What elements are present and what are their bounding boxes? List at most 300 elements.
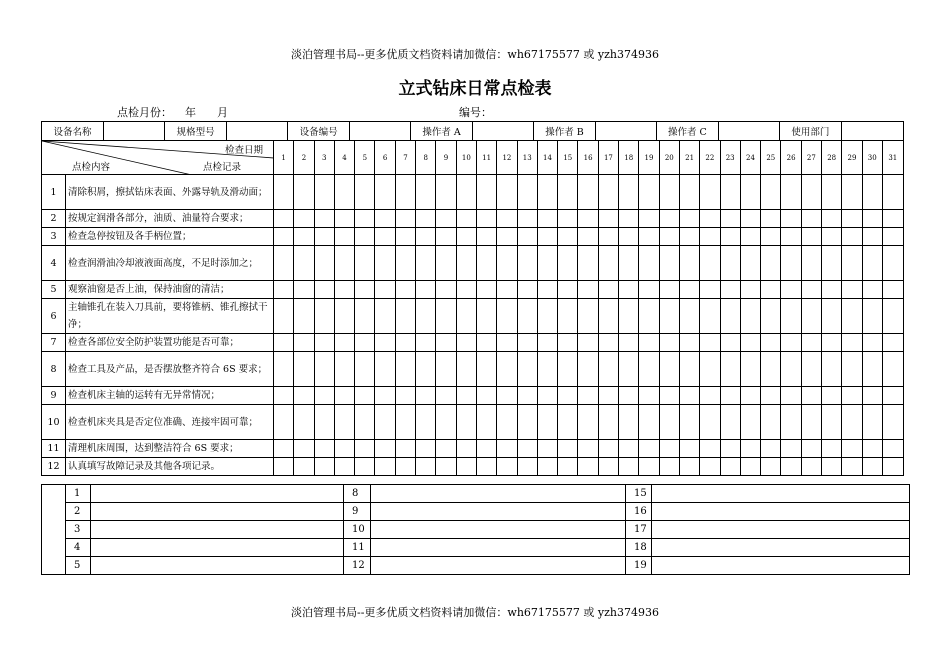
check-cell[interactable]	[882, 387, 903, 405]
check-cell[interactable]	[842, 228, 862, 246]
check-cell[interactable]	[842, 334, 862, 352]
check-cell[interactable]	[476, 210, 496, 228]
check-cell[interactable]	[436, 281, 456, 299]
check-cell[interactable]	[740, 387, 760, 405]
check-cell[interactable]	[862, 246, 882, 281]
check-cell[interactable]	[639, 352, 659, 387]
check-cell[interactable]	[761, 281, 781, 299]
check-cell[interactable]	[659, 299, 679, 334]
check-cell[interactable]	[476, 281, 496, 299]
check-cell[interactable]	[334, 387, 354, 405]
check-cell[interactable]	[862, 281, 882, 299]
check-cell[interactable]	[416, 281, 436, 299]
check-cell[interactable]	[537, 405, 557, 440]
check-cell[interactable]	[314, 299, 334, 334]
check-cell[interactable]	[375, 387, 395, 405]
check-cell[interactable]	[436, 458, 456, 476]
check-cell[interactable]	[578, 228, 598, 246]
check-cell[interactable]	[761, 228, 781, 246]
check-cell[interactable]	[497, 299, 517, 334]
check-cell[interactable]	[456, 352, 476, 387]
check-cell[interactable]	[659, 334, 679, 352]
check-cell[interactable]	[822, 405, 842, 440]
check-cell[interactable]	[862, 210, 882, 228]
check-cell[interactable]	[476, 246, 496, 281]
check-cell[interactable]	[497, 246, 517, 281]
check-cell[interactable]	[558, 281, 578, 299]
check-cell[interactable]	[456, 387, 476, 405]
check-cell[interactable]	[416, 440, 436, 458]
check-cell[interactable]	[274, 246, 294, 281]
check-cell[interactable]	[375, 299, 395, 334]
check-cell[interactable]	[537, 458, 557, 476]
check-cell[interactable]	[537, 352, 557, 387]
check-cell[interactable]	[395, 228, 415, 246]
check-cell[interactable]	[476, 440, 496, 458]
check-cell[interactable]	[558, 405, 578, 440]
check-cell[interactable]	[334, 458, 354, 476]
check-cell[interactable]	[639, 458, 659, 476]
check-cell[interactable]	[578, 352, 598, 387]
check-cell[interactable]	[334, 334, 354, 352]
check-cell[interactable]	[700, 210, 720, 228]
check-cell[interactable]	[517, 352, 537, 387]
check-cell[interactable]	[294, 228, 314, 246]
check-cell[interactable]	[639, 387, 659, 405]
check-cell[interactable]	[416, 299, 436, 334]
check-cell[interactable]	[679, 281, 699, 299]
dept-value[interactable]	[841, 122, 903, 140]
check-cell[interactable]	[517, 405, 537, 440]
check-cell[interactable]	[314, 405, 334, 440]
check-cell[interactable]	[558, 210, 578, 228]
check-cell[interactable]	[395, 175, 415, 210]
check-cell[interactable]	[578, 210, 598, 228]
check-cell[interactable]	[679, 440, 699, 458]
check-cell[interactable]	[334, 405, 354, 440]
check-cell[interactable]	[537, 334, 557, 352]
check-cell[interactable]	[801, 246, 821, 281]
record-field[interactable]	[652, 485, 910, 503]
check-cell[interactable]	[659, 210, 679, 228]
check-cell[interactable]	[517, 387, 537, 405]
check-cell[interactable]	[761, 440, 781, 458]
check-cell[interactable]	[882, 281, 903, 299]
check-cell[interactable]	[375, 228, 395, 246]
check-cell[interactable]	[334, 175, 354, 210]
check-cell[interactable]	[355, 210, 375, 228]
check-cell[interactable]	[598, 440, 618, 458]
check-cell[interactable]	[294, 281, 314, 299]
check-cell[interactable]	[781, 440, 801, 458]
check-cell[interactable]	[740, 334, 760, 352]
check-cell[interactable]	[740, 175, 760, 210]
check-cell[interactable]	[314, 440, 334, 458]
check-cell[interactable]	[558, 246, 578, 281]
check-cell[interactable]	[416, 175, 436, 210]
check-cell[interactable]	[639, 405, 659, 440]
check-cell[interactable]	[761, 175, 781, 210]
check-cell[interactable]	[700, 334, 720, 352]
check-cell[interactable]	[659, 246, 679, 281]
check-cell[interactable]	[375, 175, 395, 210]
check-cell[interactable]	[740, 352, 760, 387]
check-cell[interactable]	[558, 175, 578, 210]
check-cell[interactable]	[822, 352, 842, 387]
check-cell[interactable]	[781, 281, 801, 299]
check-cell[interactable]	[740, 228, 760, 246]
check-cell[interactable]	[720, 281, 740, 299]
check-cell[interactable]	[619, 210, 639, 228]
check-cell[interactable]	[882, 405, 903, 440]
check-cell[interactable]	[801, 458, 821, 476]
check-cell[interactable]	[375, 246, 395, 281]
check-cell[interactable]	[822, 228, 842, 246]
check-cell[interactable]	[314, 334, 334, 352]
check-cell[interactable]	[456, 281, 476, 299]
check-cell[interactable]	[517, 228, 537, 246]
check-cell[interactable]	[720, 458, 740, 476]
check-cell[interactable]	[598, 458, 618, 476]
check-cell[interactable]	[659, 175, 679, 210]
check-cell[interactable]	[822, 246, 842, 281]
check-cell[interactable]	[314, 228, 334, 246]
check-cell[interactable]	[274, 299, 294, 334]
check-cell[interactable]	[761, 210, 781, 228]
check-cell[interactable]	[517, 175, 537, 210]
check-cell[interactable]	[375, 440, 395, 458]
check-cell[interactable]	[659, 387, 679, 405]
check-cell[interactable]	[700, 299, 720, 334]
model-value[interactable]	[226, 122, 287, 140]
check-cell[interactable]	[842, 458, 862, 476]
check-cell[interactable]	[659, 458, 679, 476]
check-cell[interactable]	[598, 246, 618, 281]
check-cell[interactable]	[700, 352, 720, 387]
check-cell[interactable]	[822, 387, 842, 405]
check-cell[interactable]	[619, 299, 639, 334]
check-cell[interactable]	[700, 175, 720, 210]
record-field[interactable]	[371, 503, 626, 521]
check-cell[interactable]	[456, 246, 476, 281]
check-cell[interactable]	[781, 175, 801, 210]
check-cell[interactable]	[274, 281, 294, 299]
check-cell[interactable]	[476, 405, 496, 440]
check-cell[interactable]	[537, 210, 557, 228]
check-cell[interactable]	[720, 210, 740, 228]
check-cell[interactable]	[355, 387, 375, 405]
check-cell[interactable]	[355, 175, 375, 210]
check-cell[interactable]	[659, 228, 679, 246]
check-cell[interactable]	[639, 281, 659, 299]
check-cell[interactable]	[274, 210, 294, 228]
check-cell[interactable]	[395, 210, 415, 228]
check-cell[interactable]	[619, 175, 639, 210]
check-cell[interactable]	[619, 281, 639, 299]
check-cell[interactable]	[314, 458, 334, 476]
check-cell[interactable]	[497, 352, 517, 387]
check-cell[interactable]	[862, 334, 882, 352]
check-cell[interactable]	[395, 334, 415, 352]
check-cell[interactable]	[416, 246, 436, 281]
check-cell[interactable]	[558, 387, 578, 405]
check-cell[interactable]	[740, 458, 760, 476]
check-cell[interactable]	[679, 246, 699, 281]
check-cell[interactable]	[862, 175, 882, 210]
record-field[interactable]	[91, 521, 344, 539]
check-cell[interactable]	[619, 246, 639, 281]
equip-name-value[interactable]	[103, 122, 164, 140]
check-cell[interactable]	[679, 334, 699, 352]
check-cell[interactable]	[436, 387, 456, 405]
check-cell[interactable]	[882, 458, 903, 476]
check-cell[interactable]	[761, 299, 781, 334]
check-cell[interactable]	[720, 334, 740, 352]
check-cell[interactable]	[882, 334, 903, 352]
check-cell[interactable]	[537, 281, 557, 299]
check-cell[interactable]	[761, 352, 781, 387]
check-cell[interactable]	[294, 299, 314, 334]
check-cell[interactable]	[334, 210, 354, 228]
check-cell[interactable]	[781, 405, 801, 440]
check-cell[interactable]	[578, 440, 598, 458]
check-cell[interactable]	[517, 458, 537, 476]
check-cell[interactable]	[822, 458, 842, 476]
check-cell[interactable]	[416, 334, 436, 352]
check-cell[interactable]	[679, 387, 699, 405]
check-cell[interactable]	[740, 405, 760, 440]
check-cell[interactable]	[294, 210, 314, 228]
check-cell[interactable]	[375, 458, 395, 476]
check-cell[interactable]	[274, 387, 294, 405]
check-cell[interactable]	[801, 228, 821, 246]
check-cell[interactable]	[842, 246, 862, 281]
check-cell[interactable]	[517, 210, 537, 228]
check-cell[interactable]	[598, 352, 618, 387]
check-cell[interactable]	[740, 246, 760, 281]
check-cell[interactable]	[314, 387, 334, 405]
check-cell[interactable]	[720, 228, 740, 246]
check-cell[interactable]	[436, 352, 456, 387]
check-cell[interactable]	[679, 352, 699, 387]
check-cell[interactable]	[822, 334, 842, 352]
check-cell[interactable]	[497, 281, 517, 299]
check-cell[interactable]	[436, 334, 456, 352]
check-cell[interactable]	[334, 440, 354, 458]
check-cell[interactable]	[355, 246, 375, 281]
check-cell[interactable]	[659, 352, 679, 387]
check-cell[interactable]	[476, 387, 496, 405]
check-cell[interactable]	[416, 405, 436, 440]
record-field[interactable]	[652, 503, 910, 521]
check-cell[interactable]	[862, 352, 882, 387]
check-cell[interactable]	[639, 334, 659, 352]
check-cell[interactable]	[679, 458, 699, 476]
record-field[interactable]	[652, 521, 910, 539]
check-cell[interactable]	[294, 440, 314, 458]
check-cell[interactable]	[679, 228, 699, 246]
check-cell[interactable]	[355, 352, 375, 387]
check-cell[interactable]	[416, 458, 436, 476]
check-cell[interactable]	[436, 405, 456, 440]
check-cell[interactable]	[355, 334, 375, 352]
check-cell[interactable]	[781, 246, 801, 281]
check-cell[interactable]	[740, 281, 760, 299]
check-cell[interactable]	[882, 228, 903, 246]
check-cell[interactable]	[781, 299, 801, 334]
check-cell[interactable]	[639, 210, 659, 228]
check-cell[interactable]	[456, 175, 476, 210]
check-cell[interactable]	[882, 175, 903, 210]
check-cell[interactable]	[476, 228, 496, 246]
check-cell[interactable]	[355, 405, 375, 440]
check-cell[interactable]	[375, 210, 395, 228]
check-cell[interactable]	[558, 440, 578, 458]
check-cell[interactable]	[598, 405, 618, 440]
check-cell[interactable]	[314, 352, 334, 387]
check-cell[interactable]	[801, 299, 821, 334]
check-cell[interactable]	[578, 281, 598, 299]
check-cell[interactable]	[781, 210, 801, 228]
check-cell[interactable]	[334, 299, 354, 334]
check-cell[interactable]	[801, 405, 821, 440]
check-cell[interactable]	[781, 334, 801, 352]
check-cell[interactable]	[558, 299, 578, 334]
check-cell[interactable]	[801, 334, 821, 352]
check-cell[interactable]	[517, 334, 537, 352]
check-cell[interactable]	[436, 299, 456, 334]
record-field[interactable]	[91, 503, 344, 521]
check-cell[interactable]	[862, 299, 882, 334]
check-cell[interactable]	[558, 334, 578, 352]
check-cell[interactable]	[801, 281, 821, 299]
check-cell[interactable]	[436, 246, 456, 281]
check-cell[interactable]	[476, 458, 496, 476]
check-cell[interactable]	[619, 387, 639, 405]
check-cell[interactable]	[842, 405, 862, 440]
check-cell[interactable]	[740, 210, 760, 228]
check-cell[interactable]	[558, 228, 578, 246]
record-field[interactable]	[91, 539, 344, 557]
check-cell[interactable]	[558, 352, 578, 387]
check-cell[interactable]	[598, 281, 618, 299]
check-cell[interactable]	[598, 175, 618, 210]
check-cell[interactable]	[761, 387, 781, 405]
check-cell[interactable]	[537, 387, 557, 405]
check-cell[interactable]	[436, 210, 456, 228]
check-cell[interactable]	[639, 440, 659, 458]
check-cell[interactable]	[517, 246, 537, 281]
check-cell[interactable]	[537, 175, 557, 210]
check-cell[interactable]	[578, 387, 598, 405]
check-cell[interactable]	[619, 334, 639, 352]
check-cell[interactable]	[294, 352, 314, 387]
check-cell[interactable]	[395, 246, 415, 281]
check-cell[interactable]	[395, 405, 415, 440]
check-cell[interactable]	[497, 228, 517, 246]
check-cell[interactable]	[395, 352, 415, 387]
check-cell[interactable]	[395, 281, 415, 299]
check-cell[interactable]	[334, 228, 354, 246]
check-cell[interactable]	[456, 458, 476, 476]
check-cell[interactable]	[822, 210, 842, 228]
check-cell[interactable]	[274, 175, 294, 210]
check-cell[interactable]	[416, 352, 436, 387]
check-cell[interactable]	[761, 405, 781, 440]
equip-no-value[interactable]	[349, 122, 410, 140]
check-cell[interactable]	[822, 281, 842, 299]
check-cell[interactable]	[395, 440, 415, 458]
check-cell[interactable]	[416, 210, 436, 228]
check-cell[interactable]	[700, 246, 720, 281]
record-field[interactable]	[91, 485, 344, 503]
record-field[interactable]	[371, 521, 626, 539]
check-cell[interactable]	[578, 175, 598, 210]
op-b-value[interactable]	[595, 122, 656, 140]
check-cell[interactable]	[395, 299, 415, 334]
check-cell[interactable]	[801, 440, 821, 458]
check-cell[interactable]	[801, 387, 821, 405]
check-cell[interactable]	[619, 405, 639, 440]
check-cell[interactable]	[314, 246, 334, 281]
check-cell[interactable]	[497, 458, 517, 476]
check-cell[interactable]	[619, 352, 639, 387]
check-cell[interactable]	[679, 299, 699, 334]
check-cell[interactable]	[578, 299, 598, 334]
check-cell[interactable]	[476, 334, 496, 352]
check-cell[interactable]	[659, 281, 679, 299]
check-cell[interactable]	[882, 246, 903, 281]
check-cell[interactable]	[497, 175, 517, 210]
check-cell[interactable]	[416, 228, 436, 246]
check-cell[interactable]	[679, 405, 699, 440]
check-cell[interactable]	[436, 175, 456, 210]
check-cell[interactable]	[720, 175, 740, 210]
check-cell[interactable]	[598, 387, 618, 405]
check-cell[interactable]	[882, 210, 903, 228]
check-cell[interactable]	[720, 246, 740, 281]
check-cell[interactable]	[517, 281, 537, 299]
check-cell[interactable]	[720, 405, 740, 440]
check-cell[interactable]	[578, 405, 598, 440]
op-c-value[interactable]	[718, 122, 779, 140]
record-field[interactable]	[652, 539, 910, 557]
check-cell[interactable]	[375, 405, 395, 440]
record-field[interactable]	[371, 539, 626, 557]
check-cell[interactable]	[700, 458, 720, 476]
check-cell[interactable]	[842, 352, 862, 387]
check-cell[interactable]	[436, 228, 456, 246]
check-cell[interactable]	[456, 210, 476, 228]
record-field[interactable]	[371, 557, 626, 575]
check-cell[interactable]	[639, 175, 659, 210]
check-cell[interactable]	[537, 246, 557, 281]
check-cell[interactable]	[314, 175, 334, 210]
check-cell[interactable]	[619, 228, 639, 246]
check-cell[interactable]	[274, 405, 294, 440]
check-cell[interactable]	[700, 387, 720, 405]
check-cell[interactable]	[294, 334, 314, 352]
check-cell[interactable]	[517, 440, 537, 458]
check-cell[interactable]	[882, 440, 903, 458]
check-cell[interactable]	[862, 387, 882, 405]
check-cell[interactable]	[274, 440, 294, 458]
check-cell[interactable]	[801, 210, 821, 228]
check-cell[interactable]	[456, 405, 476, 440]
check-cell[interactable]	[598, 210, 618, 228]
record-field[interactable]	[371, 485, 626, 503]
check-cell[interactable]	[294, 405, 314, 440]
